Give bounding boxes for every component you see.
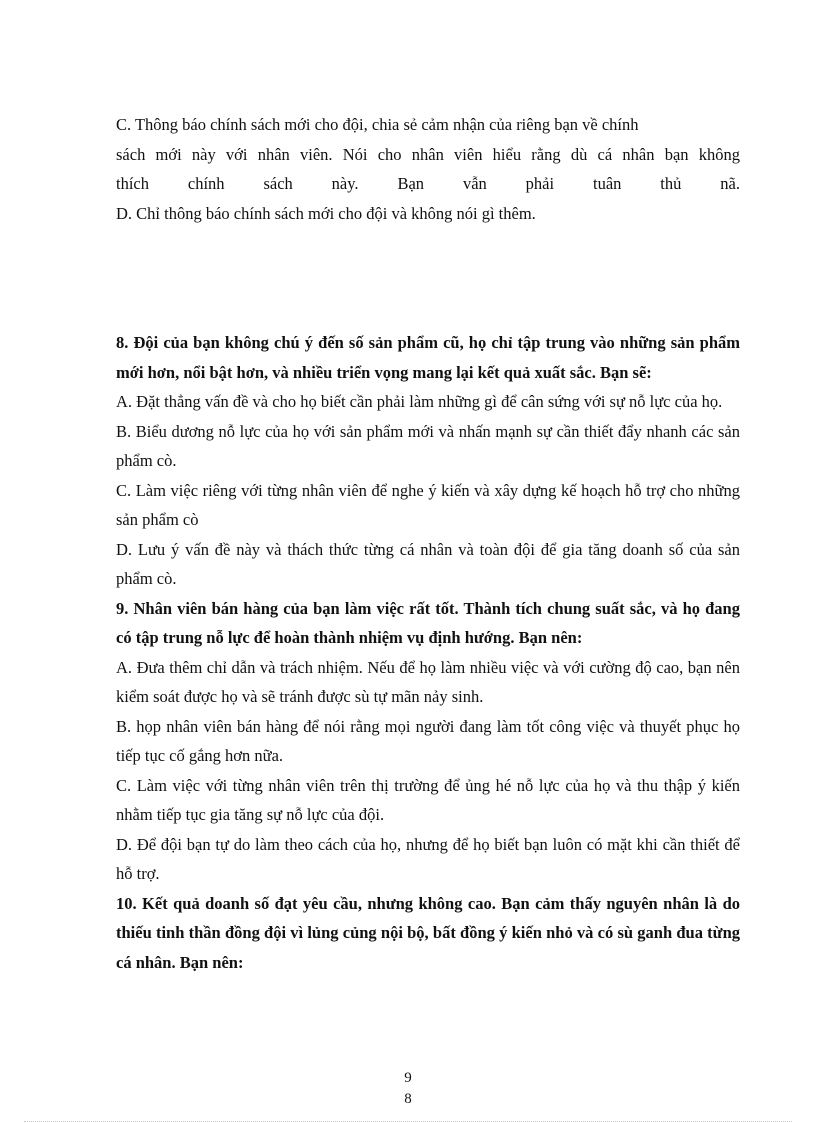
question-8-text: 8. Đội của bạn không chú ý đến số sản phẩm cũ, họ chỉ tập trung vào những sản phẩm mới hơn, nổi bật hơn, và nhiều triển vọng mang lại kết quả xuất sắc. Bạn sẽ: (116, 333, 740, 382)
option-d: D. Chỉ thông báo chính sách mới cho đội và không nói gì thêm. (116, 203, 536, 223)
question-8-option-a: A. Đặt thẳng vấn đề và cho họ biết cần phải làm những gì để cân sứng với sự nỗ lực của họ. (116, 392, 723, 411)
question-8-option-d: D. Lưu ý vấn đề này và thách thức từng cá nhân và toàn đội để gia tăng doanh số của sản phẩm cò. (116, 539, 740, 588)
question-9-text: 9. Nhân viên bán hàng của bạn làm việc rất tốt. Thành tích chung suất sắc, và họ đang có tập trung nỗ lực để hoàn thành nhiệm vụ định hướng. Bạn nên: (116, 598, 740, 647)
footer-dotted-rule (24, 1121, 792, 1122)
question-8-option-b: B. Biểu dương nỗ lực của họ với sản phẩm mới và nhấn mạnh sự cần thiết đẩy nhanh các sản phẩm cò. (116, 421, 740, 470)
option-c-line-2: sách mới này với nhân viên. Nói cho nhân viên hiểu rằng dù cá nhân bạn không (116, 144, 740, 164)
question-10-text: 10. Kết quả doanh số đạt yêu cầu, nhưng không cao. Bạn cảm thấy nguyên nhân là do thiếu tinh thần đồng đội vì lủng củng nội bộ, bất đồng ý kiến nhỏ và có sù ganh đua từng cá nhân. Bạn nên: (116, 893, 740, 972)
option-c-line-3: thích chính sách này. Bạn vẫn phải tuân thủ nã. (116, 174, 740, 193)
question-9-option-c: C. Làm việc với từng nhân viên trên thị trường để ủng hé nỗ lực của họ và thu thập ý kiến nhằm tiếp tục gia tăng sự nỗ lực của đội. (116, 775, 740, 824)
page-number-line-1: 9 (404, 1070, 412, 1086)
options-block-previous-question (116, 110, 740, 228)
page-number-line-2: 8 (404, 1091, 412, 1107)
question-8-block (116, 328, 740, 977)
question-9-option-d: D. Để đội bạn tự do làm theo cách của họ, nhưng để họ biết bạn luôn có mặt khi cần thiết để hỗ trợ. (116, 834, 740, 883)
question-8-option-c: C. Làm việc riêng với từng nhân viên để nghe ý kiến và xây dựng kế hoạch hỗ trợ cho những sản phẩm cò (116, 480, 740, 529)
option-c-line-1: C. Thông báo chính sách mới cho đội, chia sẻ cảm nhận của riêng bạn về chính (116, 115, 639, 134)
question-9-option-b: B. họp nhân viên bán hàng để nói rằng mọi người đang làm tốt công việc và thuyết phục họ tiếp tục cố gắng hơn nữa. (116, 716, 740, 765)
question-9-option-a: A. Đưa thêm chỉ dẫn và trách nhiệm. Nếu để họ làm nhiều việc và với cường độ cao, bạn nên kiểm soát được họ và sẽ tránh được sù tự mãn nảy sinh. (116, 657, 740, 706)
